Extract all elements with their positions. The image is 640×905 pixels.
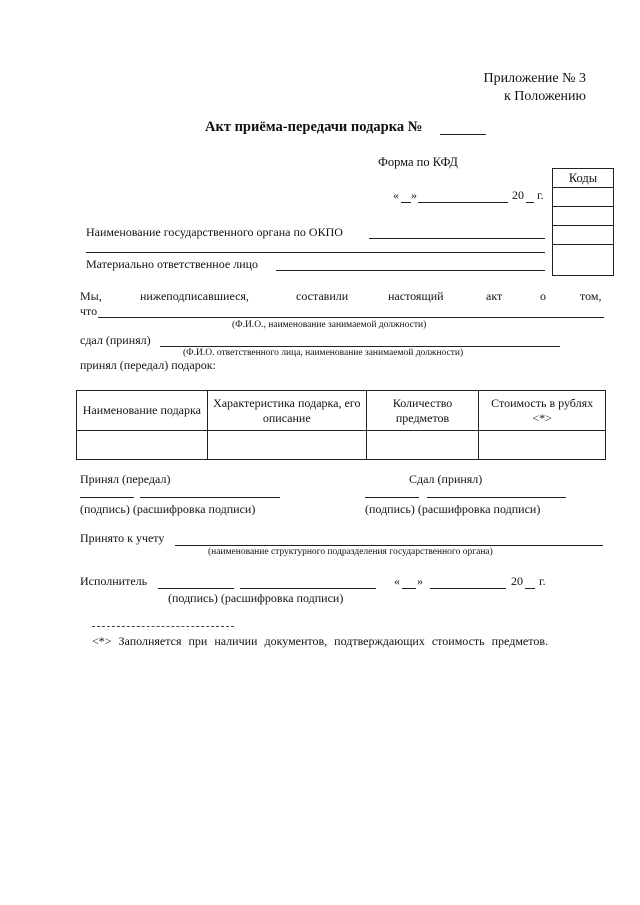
cell-gift-description[interactable] (207, 431, 366, 460)
intro-word-5: акт (486, 289, 503, 303)
codes-header: Коды (568, 171, 598, 185)
accounting-label: Принято к учету (80, 531, 165, 545)
handed-signature-caption: (подпись) (расшифровка подписи) (365, 502, 541, 516)
fio-caption: (Ф.И.О., наименование занимаемой должности) (232, 320, 427, 330)
executor-date-open-quote: « (394, 574, 400, 588)
date-close-quote: » (411, 188, 417, 202)
org-field-continued[interactable] (86, 252, 545, 253)
act-number-field[interactable] (440, 134, 486, 135)
date-year-prefix: 20 (512, 188, 524, 202)
document-title: Акт приёма-передачи подарка № (205, 119, 423, 135)
code-cell-blank[interactable] (553, 225, 613, 244)
code-cell-okpo[interactable] (553, 206, 613, 225)
code-cell-person[interactable] (553, 244, 613, 275)
date-open-quote: « (393, 188, 399, 202)
handed-decode-field[interactable] (427, 497, 566, 498)
executor-year-field[interactable] (525, 588, 535, 589)
handed-by-label: Сдал (принял) (409, 472, 483, 486)
participants-field[interactable] (98, 317, 604, 318)
date-month-field[interactable] (418, 202, 508, 203)
header-quantity: Количество предметов (366, 391, 478, 431)
org-label: Наименование государственного органа по ОКПО (86, 225, 343, 239)
intro-continuation: что (80, 304, 98, 318)
accounting-field[interactable] (175, 545, 603, 546)
received-by-label: Принял (передал) (80, 472, 171, 486)
cell-gift-name[interactable] (77, 431, 208, 460)
appendix-number: Приложение № 3 (483, 71, 586, 86)
intro-word-7: том, (580, 289, 602, 303)
intro-word-2: нижеподписавшиеся, (140, 289, 249, 303)
footnote-text: <*> Заполняется при наличии документов, подтверждающих стоимость предметов. (92, 634, 548, 648)
executor-day-field[interactable] (402, 588, 416, 589)
codes-box (552, 168, 614, 276)
code-cell-date[interactable] (553, 187, 613, 206)
executor-decode-field[interactable] (240, 588, 376, 589)
header-gift-description: Характеристика подарка, его описание (207, 391, 366, 431)
table-header-row (77, 391, 606, 431)
intro-word-6: о (540, 289, 546, 303)
executor-year-prefix: 20 (511, 574, 523, 588)
received-decode-field[interactable] (140, 497, 280, 498)
responsible-caption: (Ф.И.О. ответственного лица, наименование занимаемой должности) (183, 348, 464, 358)
received-gift-label: принял (передал) подарок: (80, 358, 216, 372)
executor-signature-caption: (подпись) (расшифровка подписи) (168, 591, 344, 605)
executor-month-field[interactable] (430, 588, 506, 589)
intro-word-3: составили (296, 289, 349, 303)
header-cost: Стоимость в рублях <*> (479, 391, 606, 431)
org-field[interactable] (369, 238, 545, 239)
received-signature-caption: (подпись) (расшифровка подписи) (80, 502, 256, 516)
executor-year-suffix: г. (539, 574, 546, 588)
received-signature-field[interactable] (80, 497, 134, 498)
header-gift-name: Наименование подарка (77, 391, 208, 431)
intro-word-1: Мы, (80, 289, 102, 303)
intro-word-4: настоящий (388, 289, 444, 303)
person-label: Материально ответственное лицо (86, 257, 259, 271)
executor-label: Исполнитель (80, 574, 148, 588)
handed-signature-field[interactable] (365, 497, 419, 498)
gave-field[interactable] (160, 346, 560, 347)
footnote-separator (92, 626, 234, 627)
person-field[interactable] (276, 270, 545, 271)
department-caption: (наименование структурного подразделения государственного органа) (208, 547, 493, 557)
executor-signature-field[interactable] (158, 588, 234, 589)
gift-table (76, 390, 606, 460)
form-label: Форма по КФД (378, 155, 458, 169)
cell-quantity[interactable] (366, 431, 478, 460)
cell-cost[interactable] (479, 431, 606, 460)
date-year-field[interactable] (526, 202, 534, 203)
gave-label: сдал (принял) (80, 333, 151, 347)
date-day-field[interactable] (401, 202, 411, 203)
executor-date-close-quote: » (417, 574, 423, 588)
appendix-reference: к Положению (503, 89, 586, 104)
table-row (77, 431, 606, 460)
date-year-suffix: г. (537, 188, 544, 202)
